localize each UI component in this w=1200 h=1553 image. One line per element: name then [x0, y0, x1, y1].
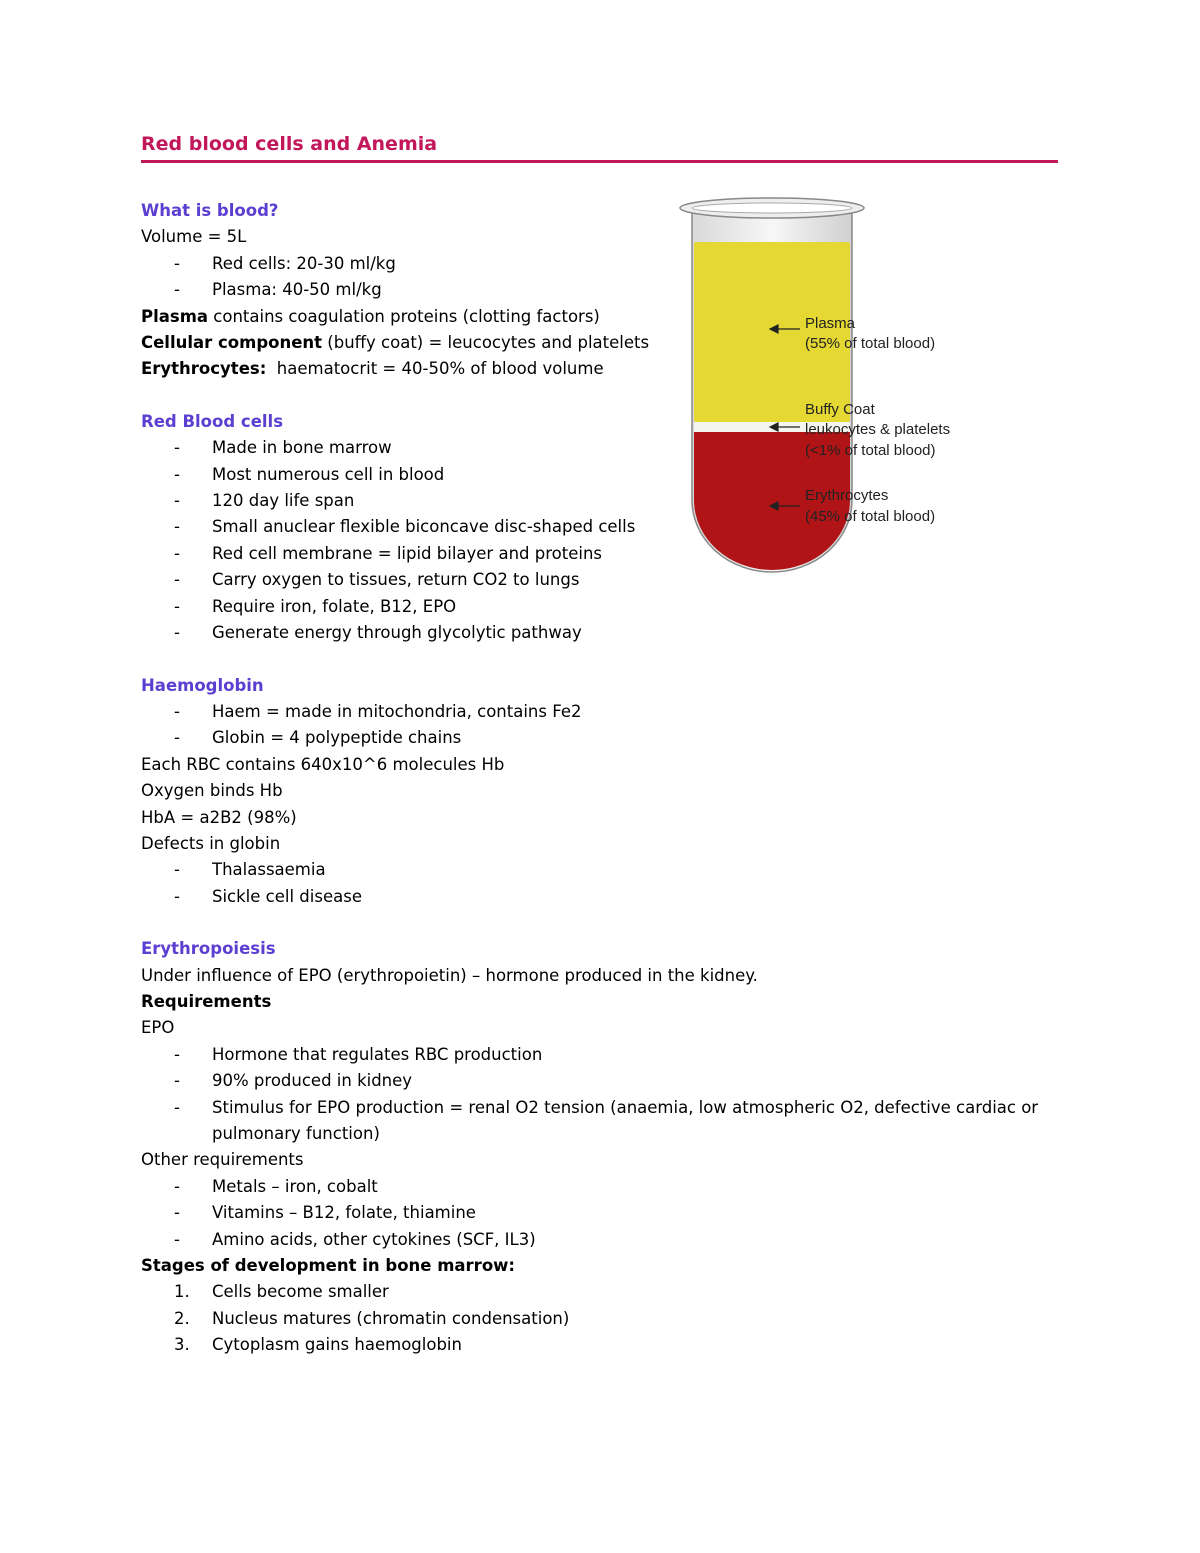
- list-item-text: Red cell membrane = lipid bilayer and proteins: [212, 543, 602, 563]
- bullet-marker: -: [174, 886, 180, 906]
- blood-tube-diagram: [670, 190, 990, 580]
- blood-volume: Volume = 5L: [141, 227, 247, 247]
- numbered-item-text: Cytoplasm gains haemoglobin: [212, 1335, 462, 1355]
- bullet-marker: -: [174, 253, 180, 273]
- list-item-text: Vitamins – B12, folate, thiamine: [212, 1203, 476, 1223]
- buffy-coat-desc: leukocytes & platelets: [805, 421, 951, 438]
- list-item: [141, 1042, 1061, 1068]
- list-item-text: Require iron, folate, B12, EPO: [212, 596, 457, 616]
- bullet-marker: -: [174, 596, 180, 616]
- list-item-text: Carry oxygen to tissues, return CO2 to lungs: [212, 570, 580, 590]
- title-underline: [141, 160, 1058, 163]
- list-item-text: Most numerous cell in blood: [212, 464, 445, 484]
- list-item: [141, 1095, 1082, 1148]
- bullet-marker: -: [174, 701, 180, 721]
- stages-label: Stages of development in bone marrow:: [141, 1256, 515, 1276]
- plasma-percent: (55% of total blood): [805, 335, 936, 352]
- item-number: 3.: [174, 1335, 190, 1355]
- list-item-text: Generate energy through glycolytic pathway: [212, 623, 582, 643]
- list-item-text: Globin = 4 polypeptide chains: [212, 728, 462, 748]
- bullet-marker: -: [174, 860, 180, 880]
- buffy-coat-percent: (<1% of total blood): [805, 442, 936, 459]
- bullet-marker: -: [174, 1097, 180, 1117]
- list-item: [141, 620, 1061, 646]
- bullet-marker: -: [174, 570, 180, 590]
- bullet-marker: -: [174, 1176, 180, 1196]
- list-item: [141, 725, 1061, 751]
- bullet-marker: -: [174, 1203, 180, 1223]
- epo-label: EPO: [141, 1018, 175, 1038]
- heading-haemoglobin: Haemoglobin: [141, 675, 264, 695]
- numbered-item: [141, 1332, 1061, 1358]
- bullet-marker: -: [174, 438, 180, 458]
- numbered-item: [141, 1279, 1061, 1305]
- plasma-term: Plasma: [141, 306, 209, 326]
- list-item-text: Metals – iron, cobalt: [212, 1176, 378, 1196]
- list-item: [141, 1200, 1061, 1226]
- bullet-marker: -: [174, 1044, 180, 1064]
- list-item-text: Haem = made in mitochondria, contains Fe2: [212, 701, 582, 721]
- numbered-item-text: Nucleus matures (chromatin condensation): [212, 1308, 570, 1328]
- bullet-marker: -: [174, 1229, 180, 1249]
- list-item: [141, 1068, 1061, 1094]
- bullet-marker: -: [174, 1071, 180, 1091]
- list-item-text: Thalassaemia: [212, 860, 326, 880]
- item-number: 1.: [174, 1282, 190, 1302]
- hb-line: Each RBC contains 640x10^6 molecules Hb: [141, 754, 505, 774]
- bullet-marker: -: [174, 728, 180, 748]
- list-item-text: Sickle cell disease: [212, 886, 362, 906]
- list-item-text: Made in bone marrow: [212, 438, 392, 458]
- list-item: [141, 699, 1061, 725]
- list-item: [141, 1227, 1061, 1253]
- numbered-item-text: Cells become smaller: [212, 1282, 389, 1302]
- heading-erythropoiesis: Erythropoiesis: [141, 939, 276, 959]
- other-requirements-label: Other requirements: [141, 1150, 304, 1170]
- erythrocytes-percent: (45% of total blood): [805, 508, 936, 525]
- erythrocytes-text: haematocrit = 40-50% of blood volume: [266, 359, 604, 379]
- heading-what-is-blood: What is blood?: [141, 201, 279, 220]
- list-item-text: Hormone that regulates RBC production: [212, 1044, 543, 1064]
- cellular-term: Cellular component: [141, 333, 323, 353]
- list-item-text: 120 day life span: [212, 491, 355, 511]
- list-item-text: Small anuclear flexible biconcave disc-shaped cells: [212, 517, 636, 537]
- buffy-coat-label: Buffy Coat: [805, 401, 875, 418]
- item-number: 2.: [174, 1308, 190, 1328]
- plasma-text: contains coagulation proteins (clotting factors): [208, 306, 600, 326]
- bullet-marker: -: [174, 623, 180, 643]
- erythrocytes-term: Erythrocytes:: [141, 359, 267, 379]
- list-item: [141, 857, 1061, 883]
- list-item-text: 90% produced in kidney: [212, 1071, 413, 1091]
- list-item-text: Plasma: 40-50 ml/kg: [212, 280, 382, 300]
- list-item-text: Amino acids, other cytokines (SCF, IL3): [212, 1229, 536, 1249]
- hb-line: Oxygen binds Hb: [141, 781, 283, 801]
- list-item: [141, 1174, 1061, 1200]
- requirements-label: Requirements: [141, 991, 272, 1011]
- list-item-text: Stimulus for EPO production = renal O2 tension (anaemia, low atmospheric O2, defective cardiac or pulmonary function): [212, 1097, 1039, 1143]
- hb-line: HbA = a2B2 (98%): [141, 807, 297, 827]
- list-item-text: Red cells: 20-30 ml/kg: [212, 253, 396, 273]
- erythropoiesis-intro: Under influence of EPO (erythropoietin) – hormone produced in the kidney.: [141, 965, 758, 985]
- bullet-marker: -: [174, 543, 180, 563]
- hb-line: Defects in globin: [141, 833, 281, 853]
- page-title: Red blood cells and Anemia: [141, 133, 438, 155]
- bullet-marker: -: [174, 491, 180, 511]
- cellular-text: (buffy coat) = leucocytes and platelets: [322, 333, 650, 353]
- bullet-marker: -: [174, 517, 180, 537]
- blood-tube-figure: [670, 190, 990, 580]
- erythrocytes-label: Erythrocytes: [805, 487, 889, 504]
- heading-red-blood-cells: Red Blood cells: [141, 411, 284, 431]
- plasma-layer: [694, 242, 850, 422]
- numbered-item: [141, 1306, 1061, 1332]
- list-item: [141, 884, 1061, 910]
- bullet-marker: -: [174, 280, 180, 300]
- list-item: [141, 594, 1061, 620]
- plasma-label: Plasma: [805, 315, 856, 332]
- bullet-marker: -: [174, 464, 180, 484]
